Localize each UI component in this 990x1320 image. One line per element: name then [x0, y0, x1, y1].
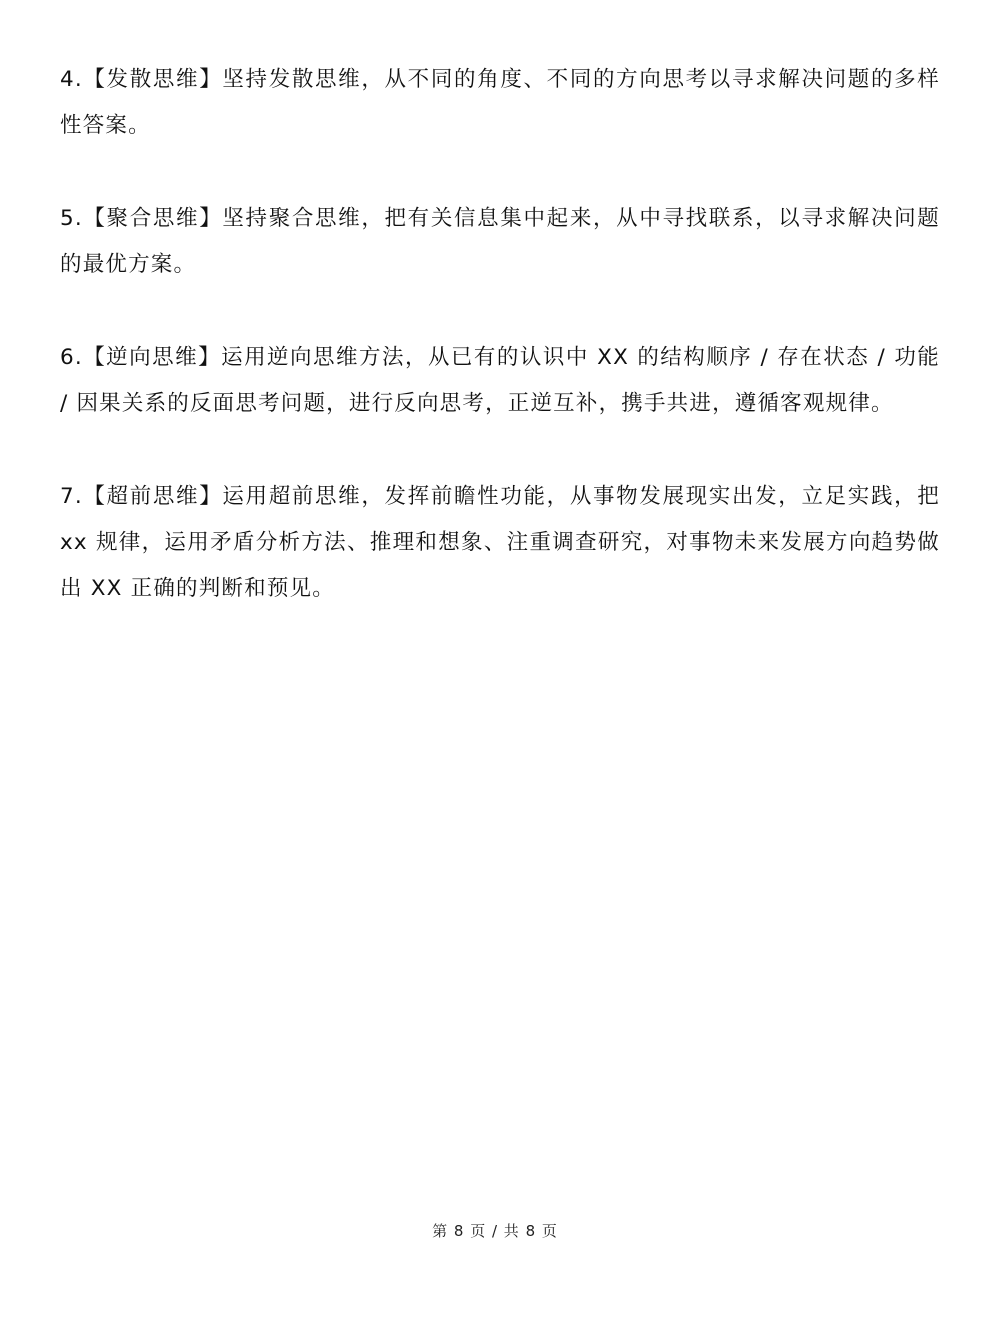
paragraph-forward-thinking: 7.【超前思维】运用超前思维，发挥前瞻性功能，从事物发展现实出发，立足实践，把 xx 规律，运用矛盾分析方法、推理和想象、注重调查研究，对事物未来发展方向趋势做出 XX 正确的判断和预见。: [60, 484, 940, 601]
page-number-footer: 第 8 页 / 共 8 页: [432, 1222, 558, 1240]
document-body: [60, 57, 940, 659]
paragraph-convergent-thinking: 5.【聚合思维】坚持聚合思维，把有关信息集中起来，从中寻找联系，以寻求解决问题的最优方案。: [60, 206, 940, 277]
paragraph-reverse-thinking: 6.【逆向思维】运用逆向思维方法，从已有的认识中 XX 的结构顺序 / 存在状态 / 功能 / 因果关系的反面思考问题，进行反向思考，正逆互补，携手共进，遵循客观规律。: [60, 345, 940, 416]
paragraph-divergent-thinking: 4.【发散思维】坚持发散思维，从不同的角度、不同的方向思考以寻求解决问题的多样性答案。: [60, 67, 940, 138]
